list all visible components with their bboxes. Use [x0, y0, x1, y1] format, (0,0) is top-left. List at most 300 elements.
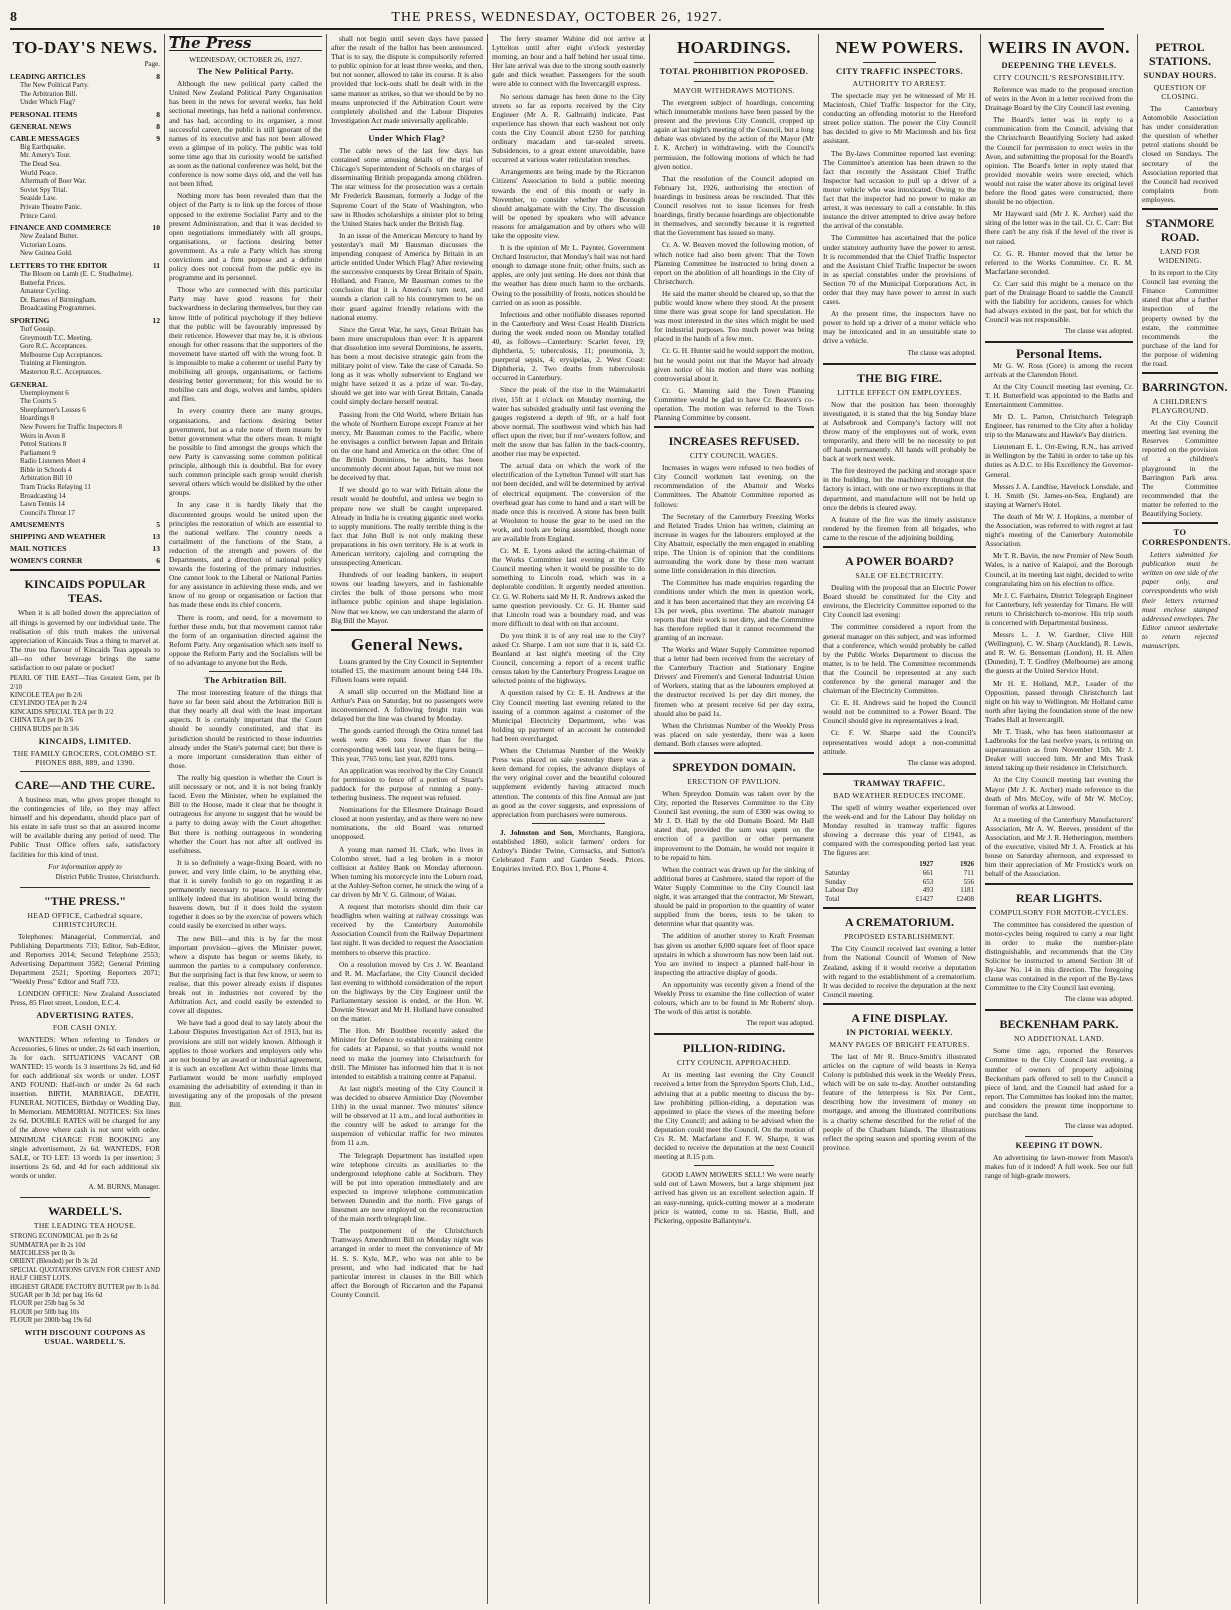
- news-paragraph: A question raised by Cr. E. H. Andrews at the City Council meeting last evening related to the issuing of a common against a customer of the Municipal Electricity Department, who was holding up payment of an account he contended had been overcharged.: [492, 688, 645, 743]
- toc-subentry: New Zealand Butter.: [20, 232, 79, 241]
- hoardings-subheading: TOTAL PROHIBITION PROPOSED.: [659, 67, 809, 76]
- article-paragraph: Cr. A. W. Beaven moved the following motion, of which notice had also been given: That the Town Planning Committee be instructed to bring down a report on the abolition of all hoardings in the City of Christchurch.: [654, 240, 814, 286]
- column-4: [492, 34, 650, 1604]
- table-cell: 711: [963, 868, 974, 877]
- toc-entry-page: 10: [152, 223, 160, 233]
- wardells-price-list: [10, 1233, 160, 1325]
- power-board-heading: A POWER BOARD?: [845, 554, 954, 569]
- petrol-subheading-2: QUESTION OF CLOSING.: [1153, 83, 1207, 101]
- beckenham-body: Some time ago, reported the Reserves Committee to the City Council last evening, a number of owners of property adjoining Beckenham park offered to sell to the Council a piece of land, and the Council had asked for a report. The Committee has looked into the matter, and considers the present time inopportune to purchase the land.: [985, 1046, 1133, 1119]
- pillion-subheading: CITY COUNCIL APPROACHED.: [676, 1058, 791, 1068]
- table-cell: 1181: [960, 886, 974, 895]
- page-label: Page.: [144, 60, 160, 68]
- table-cell: £1427: [915, 894, 934, 903]
- stanmore-heading: STANMORE ROAD.: [1145, 216, 1215, 245]
- toc-entry-page: 8: [156, 109, 160, 119]
- article-title-political-party: The New Political Party.: [197, 67, 294, 77]
- news-paragraph: A small slip occurred on the Midland line at Arthur's Pass on Saturday, but no passengers were inconvenienced. A following freight train was delayed but the line was cleared by Monday.: [331, 687, 483, 724]
- toc-entry: [10, 223, 160, 232]
- article-paragraph: Cr. F. W. Sharpe said the Council's representatives would adopt a non-committal attitude.: [823, 728, 976, 756]
- personal-items-heading: Personal Items.: [1016, 346, 1102, 362]
- article-paragraph: In every country there are many groups, organisations, and factions desiring better government, but as a rule none of them means by better government what the others mean. It might be possible to find amongst the groups which the new Party is canvassing some common political principle, although this is doubtful. But for every such common principle each group would cherish several others which would be disliked by the other groups.: [169, 406, 322, 498]
- personal-item: Messrs L. J. W. Gardner, Clive Hill (Wellington), C. W. Sharp (Auckland), R. Lewis, and R. W. G. Benseman (London), H. H. Allen (Dunedin), T. T. Godfrey (Melbourne) are among the guests at the United Service Hotel.: [985, 630, 1133, 676]
- editorial-banner: [169, 36, 322, 51]
- article-paragraph: Passing from the Old World, where Britain has the whole of Northern Europe except France at her mercy, Mr Bausman comes to the Pacific, where he envisages a conflict between Japan and Britain on the one hand and America on the other. One of the British Dominions, he admits, has been uncommonly decent about Japan, but we must not be deceived by that.: [331, 409, 483, 483]
- stanmore-body: In its report to the City Council last evening the Finance Committee stated that after a further inspection of the property owned by the estate, the committee recommends the purchase of the land for the purpose of widening the road.: [1142, 268, 1218, 368]
- rear-lights-body: The committee has considered the question of motor-cycles being required to carry a rear light in order to make the number-plate distinguishable, and recommends that the City Solicitor be instructed to amend Section 38 of By-law No. 14 in this direction. The foregoing clause was contained in the report of the By-laws Committee to the City Council last evening.: [985, 919, 1133, 993]
- wardells-price-item: SUMMATRA per lb 2s 10d: [10, 1241, 86, 1249]
- tea-price-item: CHINA BUDS per lb 3/6: [10, 725, 79, 733]
- toc-subentry: Greymouth T.C. Meeting.: [20, 333, 93, 342]
- personal-item: At the City Council meeting last evening the Mayor (Mr J. K. Archer) made reference to the death of Mrs McCoy, wife of Mr W. McCoy, foreman of works at Linwood.: [985, 775, 1133, 812]
- personal-item: Mr J. C. Fairbairn, District Telegraph Engineer for Canterbury, left yesterday for Timaru. He will return to Christchurch to-morrow. His trip south is concerned with Departmental business.: [985, 590, 1133, 627]
- toc-entry: [10, 261, 160, 270]
- article-paragraph: There is room, and need, for a movement to further these ends, but that movement cannot take the form of an organisation directed against the Reform Party. Any organisation which sets itself to oppose the Reform Party and the Socialists will be of no advantage to anyone but the Reds.: [169, 612, 322, 667]
- weirs-signature: The clause was adopted.: [1064, 327, 1133, 336]
- table-row: [823, 869, 976, 878]
- petrol-heading: PETROL STATIONS.: [1149, 40, 1211, 68]
- kincaids-body: When it is all boiled down the appreciation of all things is governed by our individual taste. The realisation of this truth makes the universal appreciation of Kincaids Teas a thing to marvel at. The true tea flavour of Kincaids Teas appeals to all—no other beverage brings the same satisfaction to our palate or pocket!: [10, 608, 160, 672]
- article-paragraph: Those who are connected with this particular Party may have good reasons for their backwardness in declaring themselves, but they can know little of political psychology if they believe that the public will be favourably impressed by their reticence. However that may be, it is obvious enough for other reasons that the supporters of the movement have started off with the wrong foot. It is impossible to make a coherent or useful Party by mobilising all groups, organisations, or factions desiring better government; for this would be to mobilise cats and dogs, wolves and lambs, spiders and flies.: [169, 285, 322, 404]
- toc-entry: [10, 72, 160, 81]
- fine-display-body: The last of Mr R. Bruce-Smith's illustrated articles on the capture of wild beasts in Kenya Colony is published this week in the Weekly Press, which will be on sale to-day. Another outstanding feature of the letterpress is Six Per Cent., describing how the investment of money on mortgage, and among the illustrated contributions is a charity scheme described for the relief of the people of the Chatham Islands. The illustrations reflect the spring season and sporting events of the province.: [823, 1051, 976, 1152]
- article-paragraph: The Board's letter was in reply to a communication from the Council, advising that the Christchurch Beautifying Society had asked the Council for permission to erect weirs in the Avon, and submitting the proposal for the Board's opinion. The Board's letter in reply stated that provided movable weirs were erected, which would not raise the water above its original level before the flood gates were constructed, there should be no objection.: [985, 115, 1133, 207]
- toc-subentry: Soviet Spy Trial.: [20, 185, 68, 194]
- kincaids-heading: KINCAIDS POPULAR TEAS.: [24, 577, 146, 606]
- crematorium-body: The City Council received last evening a letter from the National Council of Women of New Zealand, asking if it would receive a deputation with regard to the establishment of a crematorium. It was decided to receive the deputation at the next Council meeting.: [823, 944, 976, 999]
- toc-subentry: Sheepfarmer's Losses 6: [20, 405, 86, 414]
- news-paragraph: The ferry steamer Wahine did not arrive at Lyttelton until after eight o'clock yesterday morning, an hour and a half behind her usual time. Her late arrival was due to the strong south easterly gale and thick weather. Passengers for the south were able to connect with the Invercargill express.: [492, 34, 645, 89]
- article-paragraph: It is so definitely a wage-fixing Board, with no power, and very little claim, to be anything else, that it is surely foolish to go on regarding it as permanently necessary to peace. It is extremely unlikely indeed that its abolition would bring the heavens down, but if it does hold the system together it does so by the exercise of powers which could easily be exercised in other ways.: [169, 857, 322, 931]
- news-paragraph: Cr. M. E. Lyons asked the acting-chairman of the Works Committee last evening at the City Council meeting when it would be possible to do something to Lincoln road, which was in a deplorable condition. It urgently needed attention. Cr. G. W. Roberts said Mr H. R. Andrews asked the same question previously. Cr. G. H. Hunter said that Lincoln road was a boundary road, and was more difficult to deal with on that account.: [492, 546, 645, 628]
- wardells-price-item: MATCHLESS per lb 3s: [10, 1249, 75, 1257]
- article-paragraph: In any case it is hardly likely that the discontented groups would be united upon the principles the restoration of which are essential to the national welfare. The country needs a curtailment of the functions of the State, a reduction of the strength and powers of the Departments, and a direction of national policy towards the fostering of the primary industries. One cannot look to the Liberal or National Parties for any assistance in achieving these ends, and we know of no group or organisation or faction that has made these ends its chief concern.: [169, 500, 322, 610]
- toc-entry: [10, 134, 160, 143]
- article-title-arbitration: The Arbitration Bill.: [204, 676, 287, 686]
- tea-price-item: PEARL OF THE EAST—Teas Greatest Gem, per lb 2/10: [10, 675, 160, 691]
- column-3: [331, 34, 488, 1604]
- toc-subentry: Tram Tracks Relaying 11: [20, 483, 91, 492]
- toc-entry: [10, 110, 160, 119]
- article-paragraph: Increases in wages were refused to two bodies of City Council workmen last evening, on the recommendation of the Abattoir and Works Committees. The Abattoir Committee reported as follows:: [654, 463, 814, 509]
- weirs-subheading: DEEPENING THE LEVELS.: [1001, 61, 1117, 70]
- toc-subentry: Prince Carol.: [20, 211, 57, 220]
- power-board-subheading: SALE OF ELECTRICITY.: [855, 571, 944, 581]
- news-paragraph: Loans granted by the City Council in September totalled £5, the maximum amount being £44 10s. Fifteen loans were repaid.: [331, 656, 483, 684]
- toc-subentry: Unemployment 6: [20, 388, 69, 397]
- wardells-price-item: SPECIAL QUOTATIONS GIVEN FOR CHEST AND HALF CHEST LOTS.: [10, 1266, 160, 1283]
- news-paragraph: The postponement of the Christchurch Tramways Amendment Bill on Monday night was arranged in order to meet the convenience of Mr H. S. S. Kyle, M.P., who was not able to be present, and who had indicated that he had particular interest in clauses in the Bill which affect the Borough of Riccarton and the Papanui County Council.: [331, 1226, 483, 1299]
- toc-subentry: Parliament 9: [20, 448, 56, 457]
- lawn-mowers-ad: GOOD LAWN MOWERS SELL! We were nearly sold out of Lawn Mowers, but a large shipment just arrived has given us an excellent selection again. If an easy-running, quick-cutting mower at a moderate price is wanted, come to us. Hastie, Bull, and Pickering, opposite Ballantyne's.: [654, 1170, 814, 1225]
- news-paragraph: When the Christmas Number of the Weekly Press was placed on sale yesterday there was a keen demand for copies, the advance displays of the very original cover and the beautiful coloured supplement evidently having attracted much attention. The contents of this fine Annual are just as good as the cover suggests, and expressions of appreciation from purchasers were numerous.: [492, 746, 645, 819]
- toc-subentry: Victorian Loans.: [20, 240, 67, 249]
- news-paragraph: Nominations for the Ellesmere Drainage Board closed at noon yesterday, and as there were no new nominations, the old Board was returned unopposed.: [331, 805, 483, 842]
- rear-lights-signature: The clause was adopted.: [1064, 995, 1133, 1004]
- editorial-date: WEDNESDAY, OCTOBER 26, 1927.: [189, 55, 302, 65]
- article-paragraph: Reference was made to the proposed erection of weirs in the Avon in a letter received from the Drainage Board by the City Council last evening.: [985, 85, 1133, 113]
- toc-entry-page: 9: [156, 133, 160, 143]
- big-fire-subheading: LITTLE EFFECT ON EMPLOYEES.: [837, 387, 962, 397]
- table-cell: Sunday: [825, 877, 846, 886]
- general-news-heading: General News.: [350, 634, 464, 654]
- toc-entry-page: 11: [152, 261, 160, 270]
- columns: [10, 34, 1231, 1604]
- new-powers-body: [823, 91, 976, 346]
- toc-entry-label: SHIPPING AND WEATHER: [10, 532, 106, 542]
- tramway-figures-table: [823, 860, 976, 903]
- article-body-under-which-flag: [331, 146, 483, 625]
- wardells-price-item: ORIENT (Blended) per lb 3s 2d: [10, 1258, 98, 1266]
- article-paragraph: When Spreydon Domain was taken over by the City, reported the Reserves Committee to the City Council last evening, the sum of £300 was owing to Mr J. D. Hall by the old Domain Board. Mr Hall stated that, provided the sum was spent on the erection of a pavilion or other permanent improvement to the Domain, he would not require it to be repaid to him.: [654, 789, 814, 862]
- general-news-body: [331, 657, 483, 1299]
- toc-subentry: Bible in Schools 4: [20, 465, 72, 474]
- ad-rates-heading: ADVERTISING RATES.: [36, 1010, 134, 1020]
- power-board-body: [823, 583, 976, 756]
- article-body-political-party: [169, 79, 322, 667]
- article-paragraph: Now that the position has been thoroughly investigated, it is stated that the big Sunday blaze at Aulsebrook and Company's factory will not throw many of the employees out of work, even temporarily, and there will be no necessity to put off hands permanently. All hands will probably be back at work next week.: [823, 399, 976, 464]
- toc-entry: [10, 544, 160, 553]
- article-paragraph: Cr. G. Manning said the Town Planning Committee would be glad to have Cr. Beaven's co-operation. The motion was referred to the Town Planning Committee by consent.: [654, 385, 814, 423]
- column-8: [1142, 34, 1231, 1604]
- personal-item: Mr H. E. Holland, M.P., Leader of the Opposition, passed through Christchurch last night on his way to Wellington. Mr Holland came north after laying the foundation stone of the new Trades Hall at Invercargill.: [985, 678, 1133, 724]
- toc-entry-page: 12: [152, 315, 160, 325]
- news-paragraph: The actual data on which the work of the electrification of the Lyttelton Tunnel will start has not been decided, and will be determined by arrival of electrical equipment. The conversion of the overhead gear has come to hand and a start will be made once this is received. A stone has been built at Woolston to house the gear to be used on the work, and tools are being assembled, though none are available from England.: [492, 461, 645, 543]
- table-row: [823, 878, 976, 887]
- toc-subentry: Gore R.C. Acceptances.: [20, 342, 88, 351]
- personal-item: Lieutenant E. L. Orr-Ewing, R.N., has arrived in Wellington by the Tahiti in order to take up his duties as A.D.C. to His Excellency the Governor-General.: [985, 442, 1133, 479]
- tea-price-item: CHINA TEA per lb 2/6: [10, 717, 74, 725]
- tramway-intro: The spell of wintry weather experienced over the week-end and for the Labour Day holiday on Monday resulted in tramway traffic figures showing a decrease this year of £1941, as compared with the corresponding period last year. The figures are:: [823, 802, 976, 858]
- news-paragraph: Do you think it is of any real use to the City? asked Cr. Sharpe. I am not sure that it is, said Cr. Beanland at last night's meeting of the City Council, concerning a report of a recent traffic census taken by the Canterbury Progress League on selected points of the highways.: [492, 630, 645, 686]
- article-paragraph: If we should go to war with Britain alone the result would be doubtful, and unless we begin to prepare now we shall be caught unprepared. Already in India he is creating gigantic steel works to supply munitions. The really terrible thing is the fact that John Bull is not only making these preparations in his own territory. He is at work in American territory, cajoling and corrupting the unsuspecting American.: [331, 485, 483, 568]
- care-signature: District Public Trustee, Christchurch.: [55, 872, 160, 881]
- article-paragraph: At the present time, the inspectors have no power to hold up a driver of a motor vehicle who may be intoxicated and in an unsuitable state to drive a vehicle.: [823, 309, 976, 346]
- news-paragraph: Arrangements are being made by the Riccarton Citizens' Association to hold a public meeting towards the end of this month or early in November, to consider whether the Borough should amalgamate with the City. The discussion will be opened by speakers who will advance reasons for amalgamation and by others who will take the opposite view.: [492, 167, 645, 240]
- toc-subentry: Radio Listeners Meet 4: [20, 457, 86, 466]
- spreydon-signature: The report was adopted.: [746, 1019, 814, 1028]
- wardells-price-item: FLOUR per 200lb bag 19s 6d: [10, 1317, 91, 1325]
- hoardings-subheading-2: MAYOR WITHDRAWS MOTIONS.: [673, 86, 795, 95]
- stanmore-subheading: LAND FOR WIDENING.: [1158, 247, 1202, 266]
- toc-subentry: The New Political Party.: [20, 81, 89, 90]
- barrington-subheading: A CHILDREN'S PLAYGROUND.: [1151, 397, 1209, 416]
- news-paragraph: On a resolution moved by Crs J. W. Beanland and R. M. Macfarlane, the City Council decided last evening to withhold consideration of the report on the highways by the City Engineer until the Parliamentary session is ended, or the Hon. W. Downie Stewart and Mr H. Holland have consulted on the matter.: [331, 959, 483, 1024]
- article-paragraph: Although the new political party called the United New Zealand Political Party Organisation has been in the news for several weeks, has held sectional meetings, has held a national conference, and has had, according to its organiser, a most successful career, the public is still ignorant of the names of its executive and has not been allowed even a glimpse of its policy. The public was told some time ago that its curiosity would be satisfied as soon as the national conference was held, but the conference is now some days old, and the veil has not been lifted.: [169, 79, 322, 189]
- article-paragraph: Nothing more has been revealed than that the object of the Party is to link up the forces of those opposed to the extreme Socialist Party and to the present Administration, and that it was decided to open negotiations immediately with all groups, organisations, or factions desiring better government. As a rule a Party which has strong convictions and a firm purpose and a definite policy does not conceal from the public eye its programme and its personnel.: [169, 191, 322, 283]
- barrington-heading: BARRINGTON.: [1142, 380, 1228, 395]
- article-paragraph: The By-laws Committee reported last evening: The Committee's attention has been drawn to the fact that recently the Assistant Chief Traffic Inspector had occasion to pull up a driver of a motor vehicle who was intoxicated. Owing to the fact that the inspector had no power to make an arrest, it was necessary to call a constable. In this instance the driver attempted to drive away before the arrival of the constable.: [823, 148, 976, 231]
- rear-lights-subheading: COMPULSORY FOR MOTOR-CYCLES.: [989, 907, 1129, 917]
- personal-items-body: [985, 361, 1133, 879]
- article-title-under-which-flag: Under Which Flag?: [368, 133, 446, 143]
- toc-subentry: Big Earthquake.: [20, 142, 66, 151]
- hoardings-heading: HOARDINGS.: [676, 38, 792, 57]
- toc-entry-label: CABLE MESSAGES: [10, 133, 80, 143]
- news-paragraph: It is the opinion of Mr L. Paynter, Government Orchard Instructor, that Monday's hail was not hard enough to damage stone fruit; other fruits, such as apples, are only just setting. He does not think that the weather has done much harm to the orchards. Owing to the possibility of frosts, notices should be carried on as soon as possible.: [492, 243, 645, 307]
- fine-display-heading: A FINE DISPLAY.: [851, 1010, 948, 1025]
- toc-subentry: The Dead Sea.: [20, 160, 62, 169]
- toc-subentry: Hoardings 8: [20, 414, 55, 423]
- article-paragraph: The Committee has made enquiries regarding the conditions under which the men in question work, and it has been ascertained that they are receiving £4 13s per week, plus overtime. The abattoir manager reports that their work is not dirty, and the Committee has therefore replied that it cannot recommend the granting of an increase.: [654, 578, 814, 642]
- petrol-body: The Canterbury Automobile Association has under consideration the question of whether petrol stations should be closed on Sundays. The secretary of the Association reported that the Council had received complaints from employees.: [1142, 104, 1218, 204]
- page-title: THE PRESS, WEDNESDAY, OCTOBER 26, 1927.: [391, 10, 723, 25]
- column-1: [10, 34, 165, 1604]
- toc-subentry: Broadcasting 14: [20, 491, 66, 500]
- beckenham-signature: The clause was adopted.: [1064, 1122, 1133, 1131]
- article-paragraph: The most interesting feature of the things that have so far been said about the Arbitration Bill is that they nearly all deal with the least important aspects. It is certainly important that the Court should be soundly constituted, and that its jurisdiction should be restricted to those industries already under the State's paternal care; but there is a more important consideration than either of those.: [169, 688, 322, 770]
- spreydon-body: [654, 789, 814, 1016]
- press-office: HEAD OFFICE, Cathedral square, CHRISTCHURCH.: [27, 910, 143, 929]
- toc-subentry: Melbourne Cup Acceptances.: [20, 350, 103, 359]
- press-phones: Telephones: Managerial, Commercial, and Publishing Departments 733; Editor, Sub-Editor, and Reporters 2014; Second Telephone 2553; Advertising Department 3582; General Printing Department 2521; Sporting Reporters 2071; "Weekly Press" Editor and Staff 733.: [10, 931, 160, 987]
- ad-rates-body: WANTEDS: When referring to Tenders or Accessories, 6 lines or under, 2s 6d each insertion, 3s for each. SITUATIONS VACANT OR WANTED: 15 words 1s 3 insertions 2s 6d, and 6d for each additional six words or under. LOST AND FOUND: Half-inch or under 2s 6d each insertion. BIRTH, MARRIAGE, DEATH, FUNERAL NOTICES, Birthday or Wedding Day, In Memoriam. MEMORIAL NOTICES: Six lines 2s 6d. DOUBLE RATES will be charged for any of the above where cash is not sent with order. MINIMUM CHARGE FOR BOOKING any single advertisement, 2s 6d. WANTEDS, FOR SALE, or TO LET: 13 words 1s per insertion; 3 insertions 2s 6d, and 4d for each additional six words or under.: [10, 1034, 160, 1180]
- toc-entry-page: 8: [156, 121, 160, 131]
- toc-entry-label: AMUSEMENTS: [10, 520, 65, 530]
- toc-subentry: Arbitration Bill 10: [20, 474, 73, 483]
- correspondents-body: Letters submitted for publication must be written on one side of the paper only, and correspondents who wish their letters returned must enclose stamped addressed envelopes. The Editor cannot undertake to return rejected manuscripts.: [1142, 550, 1218, 651]
- article-paragraph: The really big question is whether the Court is still necessary or not, and it is not being frankly faced. Even the Minister, when he explained the Bill to the House, made it clear that he thought it outrageous for anyone to suggest that he would be a party to doing away with the Court altogether. But there is nothing outrageous in wondering whether the Court has not after all outlived its usefulness.: [169, 772, 322, 855]
- column-2: [169, 34, 327, 1604]
- beckenham-heading: BECKENHAM PARK.: [999, 1017, 1119, 1032]
- toc-entry-label: FINANCE AND COMMERCE: [10, 223, 112, 233]
- tea-price-item: KINCAIDS SPECIAL TEA per lb 2/2: [10, 708, 114, 716]
- petrol-subheading: SUNDAY HOURS.: [1143, 71, 1217, 80]
- weirs-subheading-2: CITY COUNCIL'S RESPONSIBILITY.: [993, 73, 1125, 82]
- article-paragraph: An opportunity was recently given a friend of the Weekly Press to examine the fine collection of water colours, which are to be found in Mr Roberts' shop. The work of this artist is notable.: [654, 979, 814, 1017]
- big-fire-body: [823, 400, 976, 542]
- news-paragraph: An application was received by the City Council for permission to fence off a portion of Stuart's paddock for the purpose of running a pony-tethering business. The request was refused.: [331, 765, 483, 803]
- table-cell: Labour Day: [825, 886, 859, 895]
- article-paragraph: Hundreds of our leading bankers, in seaport towns our leading lawyers, and in fashionable circles the bulk of those persons who most influence public opinion and shape legislation. Now that we know, we can understand the alarm of Big Bill the Mayor.: [331, 570, 483, 625]
- wardells-heading: WARDELL'S.: [48, 1204, 122, 1219]
- article-paragraph: The new Bill—and this is by far the most important provision—gives the Minister power, where a dispute has begun or seems likely, to summon the parties to a compulsory conference. But the surprising fact is that few know, or seem to realise, that this power already exists if disputes break out in industries not covered by the Arbitration Act, and could easily be extended to cover all disputes.: [169, 933, 322, 1016]
- toc-entry: [10, 520, 160, 529]
- press-heading: "THE PRESS.": [43, 893, 126, 908]
- article-paragraph: The evergreen subject of hoardings, concerning which innumerable motions have been passed by the present and the previous City Council, cropped up again at last night's meeting of the Council, but a long debate was obviated by the action of the Mayor (Mr J. K. Archer) in withdrawing, with the Council's permission, the following motions of which he had given notice.: [654, 98, 814, 171]
- personal-item: At a meeting of the Canterbury Manufacturers' Association, Mr A. W. Reeves, president of the Association, and Mr J. R. Hetherington, members of the executive, visited Mr J. A. Frostick at his house on Saturday afternoon, and expressed to him their appreciation of Mr Frostick's work on behalf of the Association.: [985, 814, 1133, 879]
- wardells-price-item: HIGHEST GRADE FACTORY BUTTER per lb 1s 8d.: [10, 1283, 160, 1291]
- fine-display-subheading: IN PICTORIAL WEEKLY.: [846, 1027, 953, 1037]
- page-header: [10, 0, 1104, 30]
- tramway-heading: TRAMWAY TRAFFIC.: [853, 778, 946, 788]
- spreydon-subheading: ERECTION OF PAVILION.: [687, 777, 781, 786]
- kincaids-address: THE FAMILY GROCERS, COLOMBO ST. PHONES 888, 889, and 1390.: [12, 748, 158, 767]
- keeping-body: An advertising tie lawn-mower from Mason's makes fun of it indeed! A full week. See our full range of high-grade mowers.: [985, 1153, 1133, 1181]
- wardells-price-item: SUGAR per lb 3d; per bag 16s 6d: [10, 1291, 103, 1299]
- article-paragraph: shall not begin until seven days have passed after the result of the ballot has been announced. That is to say, the dispute is compulsorily referred to public opinion for at least three weeks, and then, but not sooner, allowed to take its course. It is also provided that lock-outs shall be dealt with in the same manner as strikes, so that we should be by no means unprotected if the Arbitration Court were completely abolished and the Labour Disputes Investigation Act made universally applicable.: [331, 34, 483, 125]
- toc-entry-label: SPORTING: [10, 315, 50, 325]
- tea-price-list: [10, 675, 160, 734]
- todays-news-heading: TO-DAY'S NEWS.: [12, 38, 158, 57]
- toc-subentry: The Arbitration Bill.: [20, 89, 78, 98]
- article-paragraph: That the resolution of the Council adopted on February 1st, 1926, authorising the erection of hoardings in business areas be rescinded. That this Council resolves not to issue licenses for fresh hoardings, firstly because hoardings are objectionable in themselves, and secondly because it is regretted that the Government has issued so many.: [654, 173, 814, 238]
- care-body: A business man, who gives proper thought to the contingencies of life, so they may affect himself and his dependants, should place part of his estate in safe trust so that an assured income will be available during any period of need. The Public Trust Office offers safe, satisfactory facilities for this kind of trust.: [10, 794, 160, 859]
- article-paragraph: The committee considered a report from the general manager on this subject, and was informed that a conference, which would probably be called by the Public Works Department to discuss the matter, is to be held. The Committee recommends that the Council be represented at any such conference by the general manager and the chairman of the Electricity Committee.: [823, 622, 976, 696]
- table-cell: Total: [825, 894, 840, 903]
- article-paragraph: He said the matter should be cleared up, so that the public would know where they stood. At the present time there was great scope for land speculation. He was most interested in the sites which might be used for industrial purposes. Too much power was being placed in the hands of a few men.: [654, 288, 814, 344]
- article-paragraph: Cr. G. R. Hunter moved that the letter be referred to the Works Committee. Cr. R. M. Macfarlane seconded.: [985, 248, 1133, 276]
- article-paragraph: Cr. Carr said this might be a menace on the part of the Drainage Board to saddle the Council with the liability for accidents, causes for which had always existed in the past, but for which the Council was not responsible.: [985, 278, 1133, 325]
- table-cell: 556: [963, 877, 974, 886]
- personal-item: At the City Council meeting last evening, Cr. T. H. Butterfield was appointed to the Baths and Entertainment Committee.: [985, 381, 1133, 409]
- weirs-heading: WEIRS IN AVON.: [988, 38, 1130, 57]
- toc-subentry: The Courts 5: [20, 397, 57, 406]
- tramway-subheading: BAD WEATHER REDUCES INCOME.: [833, 790, 966, 800]
- kincaids-limited: KINCAIDS, LIMITED.: [38, 736, 132, 746]
- toc-subentry: Aftermath of Boer War.: [20, 177, 87, 186]
- toc-subentry: New Guinea Gold.: [20, 249, 73, 258]
- table-row: [823, 895, 976, 904]
- table-cell: Saturday: [825, 868, 850, 877]
- wardells-subheading: THE LEADING TEA HOUSE.: [33, 1221, 137, 1231]
- toc-subentry: New Powers for Traffic Inspectors 8: [20, 422, 122, 431]
- tea-price-item: CEYLINDO TEA per lb 2/4: [10, 700, 87, 708]
- article-paragraph: Since the Great War, he says, Great Britain has been more unscrupulous than ever: It is apparent that dissolution into several Dominions, he asserts, has been a most decisive strategic gain from the military point of view. Take the case of Canada. So long as it was wholly subservient to England we might have seized it as a prize of war. To-day, should we get into war with Great Britain, Canada could simply declare herself neutral.: [331, 324, 483, 407]
- column-5: [654, 34, 819, 1604]
- article-paragraph: When the Christmas Number of the Weekly Press was placed on sale yesterday, there was a keen demand. Both clauses were adopted.: [654, 720, 814, 748]
- table-header-row: [823, 860, 976, 869]
- johnston-notice-body: Merchants, Rangiora, established 1860, solicit farmers' orders for Ardrey's Binder Twine, Cornsacks, and Sutton's Celebrated Farm and Garden Seeds. Prices. Enquiries invited. P.O. Box 1, Phone 4.: [492, 827, 645, 874]
- toc-subentry: Dr. Barnes of Birmingham.: [20, 295, 97, 304]
- toc-subentry: Under Which Flag?: [20, 98, 76, 107]
- toc-subentry: Masterton R.C. Acceptances.: [20, 367, 102, 376]
- new-powers-signature: The clause was adopted.: [907, 348, 976, 357]
- toc-entry: [10, 556, 160, 565]
- press-logo: The Press: [169, 34, 252, 52]
- beckenham-subheading: NO ADDITIONAL LAND.: [1014, 1034, 1104, 1044]
- toc-subentry: Seaside Law.: [20, 194, 57, 203]
- toc-entry-label: PERSONAL ITEMS: [10, 109, 78, 119]
- toc-subentry: Turf Gossip.: [20, 324, 56, 333]
- pillion-body: At its meeting last evening the City Council received a letter from the Spreydon Sports Club, Ltd., advising that at a public meeting to discuss the by-law prohibiting pillion-riding, a deputation was appointed to place the views of the meeting before the City Council; and asking to be advised when the deputation could meet the Council. On the motion of Crs R. M. Macfarlane and F. W. Sharpe, it was decided to receive the deputation at the next Council meeting at 8.15 p.m.: [654, 1070, 814, 1162]
- increases-subheading: CITY COUNCIL WAGES.: [689, 451, 779, 461]
- care-info: For information apply to: [48, 861, 122, 871]
- crematorium-subheading: PROPOSED ESTABLISHMENT.: [844, 932, 955, 942]
- toc-entry-label: GENERAL NEWS: [10, 121, 72, 131]
- hoardings-body: [654, 98, 814, 422]
- news-paragraphs: [492, 34, 645, 819]
- article-paragraph: A feature of the fire was the timely assistance rendered by the firemen from all brigades, who came to the rescue of the adjoining building.: [823, 514, 976, 542]
- wardells-price-item: STRONG ECONOMICAL per lb 2s 6d: [10, 1233, 118, 1241]
- toc-subentry: Weirs in Avon 8: [20, 431, 65, 440]
- news-paragraph: The goods carried through the Otira tunnel last week were 436 tons fewer than for the corresponding week last year, the figures being—This year, 7765 tons; last year, 8201 tons.: [331, 726, 483, 763]
- table-header-cell: [823, 860, 894, 869]
- toc-entry: [10, 532, 160, 541]
- wardells-price-item: FLOUR per 50lb bag 10s: [10, 1308, 80, 1316]
- new-powers-subheading: CITY TRAFFIC INSPECTORS.: [836, 67, 963, 76]
- article-body-arbitration: [169, 688, 322, 1109]
- toc-subentry: Council's Threat 17: [20, 508, 75, 517]
- barrington-body: At the City Council meeting last evening the Reserves Committee reported on the provision of a children's playground in the Barrington Park area. The Committee recommended that the matter be referred to the Beautifying Society.: [1142, 418, 1218, 518]
- personal-item: Mr D. L. Parton, Christchurch Telegraph Engineer, has returned to the City after a holiday trip to the Manawatu and Hawke's Bay districts.: [985, 412, 1133, 440]
- article-paragraph: Dealing with the proposal that an Electric Power Board should be constituted for the City and environs, the Electricity Committee reported to the City Council last evening:: [823, 583, 976, 620]
- news-paragraph: A young man named H. Clark, who lives in Colombo street, had a leg broken in a motor collision at Ashley Bank on Monday afternoon. When turning his motorcycle into the Loburn road, at the Ashley-Sefton corner, he struck the wing of a car driven by Mr V. G. Gilmour, of Waiau.: [331, 844, 483, 899]
- wardells-footer: WITH DISCOUNT COUPONS AS USUAL. WARDELL'S.: [24, 1327, 146, 1346]
- article-paragraph: The cable news of the last few days has contained some amusing details of the trial of Chicago's Superintendent of Schools on charges of disseminating British propaganda among children. The star witness for the prosecution was a certain Mr Frederick Bausman, formerly a Judge of the Supreme Court of the State of Washington, who saw in Rhodes scholarships a sinister plot to bring the United States back under the British flag.: [331, 145, 483, 228]
- column-7: [985, 34, 1138, 1604]
- toc-subentry: Petrol Stations 8: [20, 440, 67, 449]
- ad-rates-subheading: FOR CASH ONLY.: [52, 1022, 118, 1032]
- care-heading: CARE—AND THE CURE.: [14, 777, 156, 792]
- fine-display-subheading-2: MANY PAGES OF BRIGHT FEATURES.: [829, 1039, 970, 1049]
- tea-price-item: KINCOLE TEA per lb 2/6: [10, 691, 82, 699]
- article-paragraph: The spectacle may yet be witnessed of Mr H. Macintosh, Chief Traffic Inspector for the City, conducting an offending motorist to the Hereford street police station. The power the City Council has decided to give to Mr Macintosh and his first assistant.: [823, 91, 976, 146]
- toc-subentry: Private Theatre Panic.: [20, 203, 82, 212]
- news-paragraph: A request that motorists should dim their car headlights when waiting at railway crossings was received by the Canterbury Automobile Association Council from the Railway Department last night. It was decided to request the Association members to observe this practice.: [331, 902, 483, 957]
- correspondents-heading: TO CORRESPONDENTS.: [1142, 528, 1231, 548]
- article-paragraph: We have had a good deal to say lately about the Labour Disputes Investigation Act of 1913, but its provisions are still not widely known. Although it applies to those workers and employers only who are not bound by an award or industrial agreement, it is such an excellent Act within those limits that Parliament would be more usefully employed examining the advisability of extending it than in investigating any of the proposals of the present Bill.: [169, 1018, 322, 1110]
- column-6: [823, 34, 981, 1604]
- article-paragraph: In an issue of the American Mercury to hand by yesterday's mail Mr Bausman discusses the impending conquest of America by Britain in an article entitled Under Which Flag? After reviewing the successive conquests by Great Britain of Spain, Holland, and France, Mr Bausman comes to the conclusion that it is America's turn next, and sounds a clarion call to his countrymen to be on their guard against friendly relations with the national enemy.: [331, 230, 483, 322]
- toc-entry-page: 8: [156, 72, 160, 82]
- article-paragraph: The Committee has ascertained that the police under statutory authority have the power to arrest. It is recommended that the Chief Traffic Inspector and the Assistant Chief Traffic Inspector be sworn in as special constables under the provisions of Section 70 of the Municipal Corporations Act, in order that they may have power to arrest in such cases.: [823, 233, 976, 307]
- table-cell: 661: [922, 868, 934, 877]
- toc-subentry: The Bloom on Lamb (E. C. Studholme).: [20, 270, 133, 278]
- toc-subentry: Lawn Tennis 14: [20, 500, 65, 509]
- news-paragraph: Infectious and other notifiable diseases reported in the Canterbury and West Coast Health Districts during the week ended noon on Monday totalled 40, as follows—Canterbury: Scarlet fever, 19; diphtheria, 5; tuberculosis, 11; pneumonia, 3; puerperal sepsis, 4; erysipelas, 2. West Coast: Diphtheria, 2. Two deaths from tuberculosis occurred in Canterbury.: [492, 309, 645, 383]
- table-header-cell: 1927: [919, 860, 934, 869]
- article-paragraph: The Works and Water Supply Committee reported that a letter had been received from the secretary of the Canterbury Traction and Stationary Engine Drivers' and Firemen's and General Industrial Union of Workers, stating that as the labourers employed at the destructor received 1s per day dirt money, the firemen who at present receive 6d per day extra, should also be paid 1s.: [654, 644, 814, 718]
- toc-subentry: Training at Flemington.: [20, 359, 87, 368]
- press-london: LONDON OFFICE: New Zealand Associated Press, 85 Fleet street, London, E.C.4.: [10, 989, 160, 1008]
- big-fire-heading: THE BIG FIRE.: [856, 370, 943, 385]
- article-paragraph: When the contract was drawn up for the sinking of additional bores at Cashmere, stated the report of the Water Supply Committee to the City Council last night, it was arranged that the contractor, Mr Stewart, should be paid in proportion to the quantity of water supplied from the bores, tests to be taken to determine what that quantity was.: [654, 864, 814, 929]
- article-paragraph: Cr. E. H. Andrews said he hoped the Council would not be committed to a Power Board. The Council should give its representatives a lead.: [823, 698, 976, 726]
- personal-item: Messrs J. A. Landlise, Havelock Lonsdale, and I. H. Smith (St. James-on-Sea, England) are staying at Warner's Hotel.: [985, 481, 1133, 509]
- personal-item: The death of Mr W. J. Hopkins, a member of the Association, was referred to with regret at last night's meeting of the Canterbury Automobile Association.: [985, 511, 1133, 549]
- news-paragraph: No serious damage has been done to the City streets so far as reports received by the City Engineer (Mr A. R. Galbraith) indicate. Past experience has shown that each washout not only costs the City Council about £250 for patching ordinary macadam and tar-sealed streets. Subsidences, to a great extent unavoidable, have occurred at various water reticulation trenches.: [492, 91, 645, 165]
- ad-rates-signature: A. M. BURNS, Manager.: [88, 1183, 160, 1192]
- article-paragraph: The addition of another storey to Kraft Freeman has given us another 6,000 square feet of floor space upstairs in which a showroom has now been laid out. You are invited to inspect a planned half-hour in inspecting the attractive display of goods.: [654, 931, 814, 977]
- news-paragraph: Since the peak of the rise in the Waimakariri river, 15ft at 1 o'clock on Monday morning, the water has subsided gradually until last evening the gauges registered a depth of 9ft, or a half foot above normal. The southwest wind which has had effect upon the river, but if nor'-westers follow, and melt the snow that has fallen in the back-country, another rise may be expected.: [492, 385, 645, 459]
- toc-entry-label: LEADING ARTICLES: [10, 72, 86, 82]
- toc-subentry: Broadcasting Programmes.: [20, 304, 96, 313]
- article-paragraph: The fire destroyed the packing and storage space in the building, but the machinery throughout the factory is intact, with one or two exceptions in that department, and manufacture will not be held up once the debris is cleared away.: [823, 466, 976, 512]
- toc-entry-page: 5: [156, 520, 160, 530]
- toc-entry: [10, 316, 160, 325]
- crematorium-heading: A CREMATORIUM.: [845, 915, 954, 930]
- weirs-body: [985, 85, 1133, 324]
- keeping-heading: KEEPING IT DOWN.: [1015, 1141, 1103, 1151]
- news-paragraph: The Hon. Mr Boultbee recently asked the Minister for Defence to establish a training centre for cadets at Papanui, so that youths would not need to make the journey into Christchurch for drill. The Minister has informed him that it is not intended to establish a training centre at Papanui.: [331, 1026, 483, 1081]
- toc-entry-label: LETTERS TO THE EDITOR: [10, 261, 108, 270]
- toc-entry-page: 13: [152, 544, 160, 554]
- toc-entry-page: 6: [156, 556, 160, 566]
- increases-heading: INCREASES REFUSED.: [668, 434, 800, 449]
- rear-lights-heading: REAR LIGHTS.: [1015, 890, 1103, 905]
- table-cell: £2408: [956, 894, 974, 903]
- toc-entry: [10, 380, 160, 389]
- personal-item: Mr G. W. Ross (Gore) is among the recent arrivals at the Clarendon Hotel.: [985, 360, 1133, 379]
- article-paragraph: Cr. G. H. Hunter said he would support the motion, but he would point out that the Mayor had already given notice of his motion and there was nothing controversial about it.: [654, 346, 814, 383]
- toc-subentry: Mr. Amery's Tour.: [20, 151, 71, 160]
- table-row: [823, 886, 976, 895]
- toc-subentry: Butterfat Prices.: [20, 278, 66, 287]
- news-paragraph: The Telegraph Department has installed open wire telephone circuits as auxiliaries to the underground telephone cable at Sockburn. They will be put into operation immediately and are expected to improve telephone communication between Dunedin and the north. Five gangs of linesmen are now employed on the reconstruction of the main north telegraph line.: [331, 1150, 483, 1224]
- toc-entry-page: 13: [152, 532, 160, 542]
- toc-entry-label: GENERAL: [10, 379, 48, 389]
- pillion-heading: PILLION-RIDING.: [682, 1041, 786, 1056]
- toc-entry-label: WOMEN'S CORNER: [10, 556, 83, 566]
- toc-subentry: World Peace.: [20, 168, 58, 177]
- toc-entry-label: MAIL NOTICES: [10, 544, 67, 554]
- table-cell: 493: [922, 886, 934, 895]
- increases-body: [654, 463, 814, 748]
- article-paragraph: The Secretary of the Canterbury Freezing Works and Related Trades Union has written, claiming an increase in wages for the labourers employed at the City Abattoir, especially the men engaged in enabling tripe. The Union is of opinion that the conditions surrounding the work done by these men warrant some little consideration in this direction.: [654, 511, 814, 576]
- table-of-contents: [10, 72, 160, 565]
- news-paragraph: At last night's meeting of the City Council it was decided to observe Armistice Day (November 11th) in the usual manner. Two minutes' silence will be observed at 11 a.m., and local authorities in the country will be asked to arrange for the suspension of vehicular traffic for two minutes from 11 a.m.: [331, 1083, 483, 1148]
